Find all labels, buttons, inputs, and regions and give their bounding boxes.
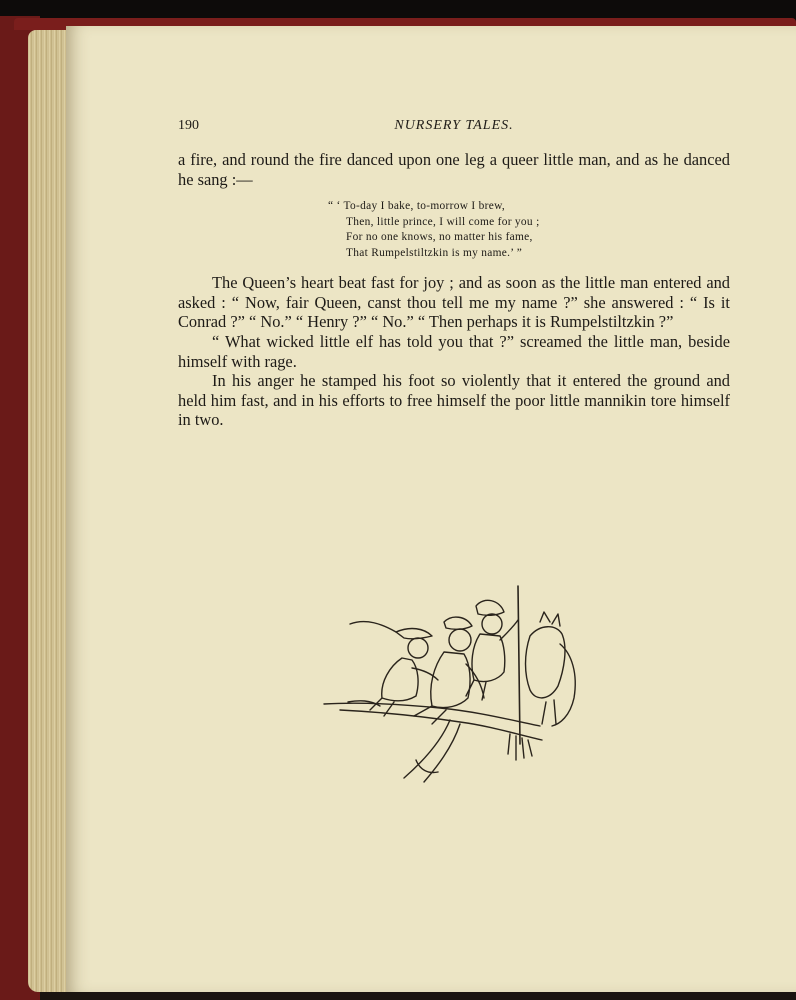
squirrel (526, 627, 565, 698)
opening-paragraph: a fire, and round the fire danced upon one leg a queer little man, and as he danced he sang :— (178, 150, 730, 189)
page-content (178, 118, 730, 430)
illustration-drawing (320, 574, 590, 786)
page-number: 190 (178, 118, 199, 133)
paragraph-elf: “ What wicked little elf has told you that ?” screamed the little man, beside himself with rage. (178, 331, 730, 371)
running-head (178, 118, 730, 138)
elf-1-cap (396, 629, 432, 639)
elf-3-cap (476, 600, 504, 615)
book-page (66, 26, 796, 992)
elf-2-cap (444, 617, 472, 629)
verse-line-1: “ ‘ To-day I bake, to-morrow I brew, (328, 200, 506, 213)
verse-line-2: Then, little prince, I will come for you ; (346, 215, 540, 228)
paragraph-anger: In his anger he stamped his foot so violently that it entered the ground and held him fast, and in his efforts to free himself the poor little mannikin tore himself in two. (178, 371, 730, 430)
running-title: NURSERY TALES. (394, 118, 514, 133)
paragraph-queen: The Queen’s heart beat fast for joy ; and as soon as the little man entered and asked : “ Now, fair Queen, canst thou tell me my name ?” she answered : “ Is it Conrad ?” “ No.” “ Henry ?” “ No.” “ Then perhaps it is Rumpelstiltzkin ?” (178, 273, 730, 332)
elves-squirrel-on-branch-illustration (320, 574, 590, 786)
verse-line-3: For no one knows, no matter his fame, (346, 231, 533, 244)
verse-line-4: That Rumpelstiltzkin is my name.’ ” (346, 246, 523, 259)
pole (518, 586, 520, 744)
verse-block (328, 199, 730, 261)
